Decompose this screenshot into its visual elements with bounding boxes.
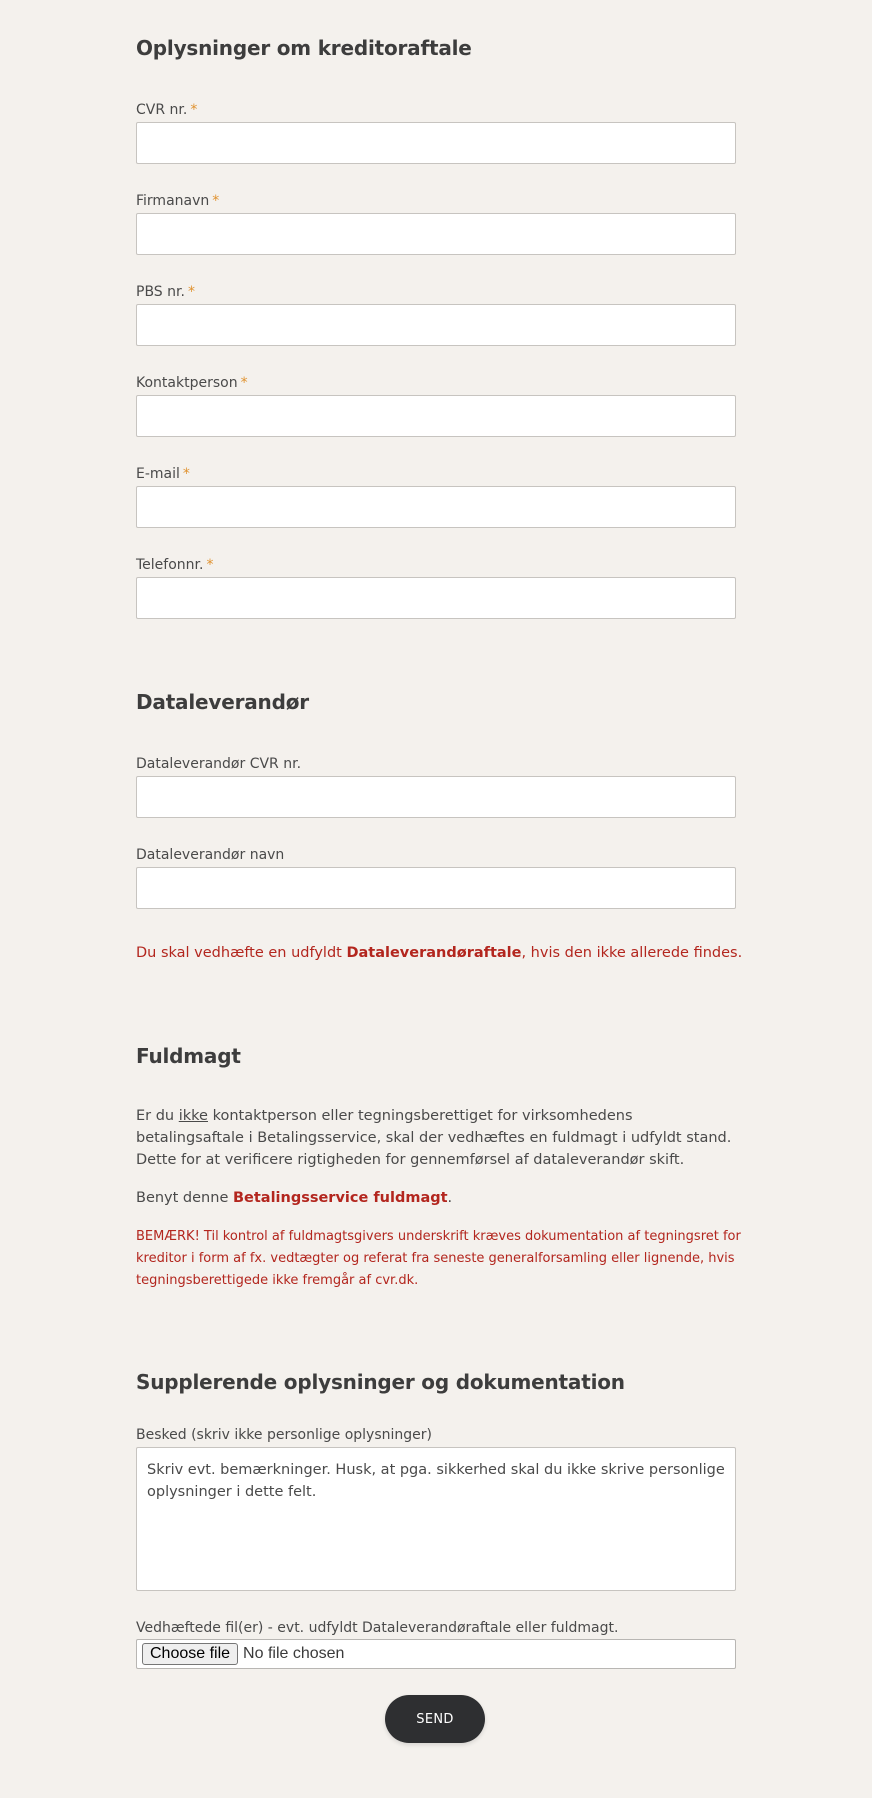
message-placeholder-line-2: oplysninger i dette felt. <box>147 1484 317 1500</box>
proxy-form-link[interactable]: Betalingsservice fuldmagt <box>232 1190 448 1206</box>
creditor-section-title: Oplysninger om kreditoraftale <box>136 36 472 60</box>
proxy-description-end: kontaktperson eller tegningsberettiget for virksomhedens betalingsaftale i Betalingsservice, skal der vedhæftes en fuldmagt i udfyldt stand. Dette for at verificere rigtigheden for gennemførsel af dataleverandør skift. <box>136 1108 732 1168</box>
message-textarea[interactable] <box>136 1447 736 1591</box>
proxy-use-text: Benyt denne <box>136 1190 233 1206</box>
proxy-use-line <box>136 1187 736 1209</box>
required-marker: * <box>212 193 220 209</box>
pbs-label <box>136 284 195 300</box>
required-marker: * <box>187 284 195 300</box>
email-label-text: E-mail <box>136 466 180 482</box>
data-supplier-note <box>136 945 742 961</box>
contact-person-input[interactable] <box>136 395 736 437</box>
message-placeholder-line-1: Skriv evt. bemærkninger. Husk, at pga. sikkerhed skal du ikke skrive personlige <box>147 1462 725 1478</box>
proxy-section-title: Fuldmagt <box>136 1044 241 1068</box>
file-status: No file chosen <box>243 1645 345 1662</box>
email-input[interactable] <box>136 486 736 528</box>
send-button[interactable]: SEND <box>385 1695 485 1743</box>
company-name-label <box>136 193 219 209</box>
required-marker: * <box>240 375 248 391</box>
required-marker: * <box>206 557 214 573</box>
proxy-description-start: Er du <box>136 1108 179 1124</box>
proxy-warning: BEMÆRK! Til kontrol af fuldmagtsgivers underskrift kræves dokumentation af tegningsret for kreditor i form af fx. vedtægter og referat fra seneste generalforsamling eller lignende, hvis tegningsberettigede ikke fremgår af cvr.dk. <box>136 1229 741 1288</box>
data-supplier-section-title: Dataleverandør <box>136 690 309 714</box>
choose-file-button[interactable]: Choose file <box>142 1643 238 1665</box>
supplementary-section-title: Supplerende oplysninger og dokumentation <box>136 1370 625 1394</box>
contact-person-label-text: Kontaktperson <box>136 375 238 391</box>
required-marker: * <box>182 466 190 482</box>
data-supplier-name-input[interactable] <box>136 867 736 909</box>
proxy-description-emphasis: ikke <box>178 1108 208 1124</box>
message-label: Besked (skriv ikke personlige oplysninger) <box>136 1427 432 1443</box>
cvr-label <box>136 102 197 118</box>
contact-person-label <box>136 375 248 391</box>
company-name-label-text: Firmanavn <box>136 193 210 209</box>
pbs-input[interactable] <box>136 304 736 346</box>
data-supplier-note-text: Du skal vedhæfte en udfyldt <box>136 945 347 961</box>
data-supplier-cvr-label: Dataleverandør CVR nr. <box>136 756 302 772</box>
email-label <box>136 466 190 482</box>
required-marker: * <box>190 102 198 118</box>
phone-label <box>136 557 213 573</box>
data-supplier-note-text-end: , hvis den ikke allerede findes. <box>521 945 743 961</box>
file-input[interactable] <box>136 1639 736 1669</box>
proxy-use-period: . <box>447 1190 453 1206</box>
phone-input[interactable] <box>136 577 736 619</box>
data-supplier-cvr-input[interactable] <box>136 776 736 818</box>
data-supplier-name-label: Dataleverandør navn <box>136 847 285 863</box>
attachments-label: Vedhæftede fil(er) - evt. udfyldt Dataleverandøraftale eller fuldmagt. <box>136 1620 619 1636</box>
phone-label-text: Telefonnr. <box>136 557 204 573</box>
cvr-input[interactable] <box>136 122 736 164</box>
company-name-input[interactable] <box>136 213 736 255</box>
pbs-label-text: PBS nr. <box>136 284 185 300</box>
proxy-description <box>136 1105 736 1171</box>
data-supplier-agreement-link[interactable]: Dataleverandøraftale <box>346 945 522 961</box>
cvr-label-text: CVR nr. <box>136 102 188 118</box>
